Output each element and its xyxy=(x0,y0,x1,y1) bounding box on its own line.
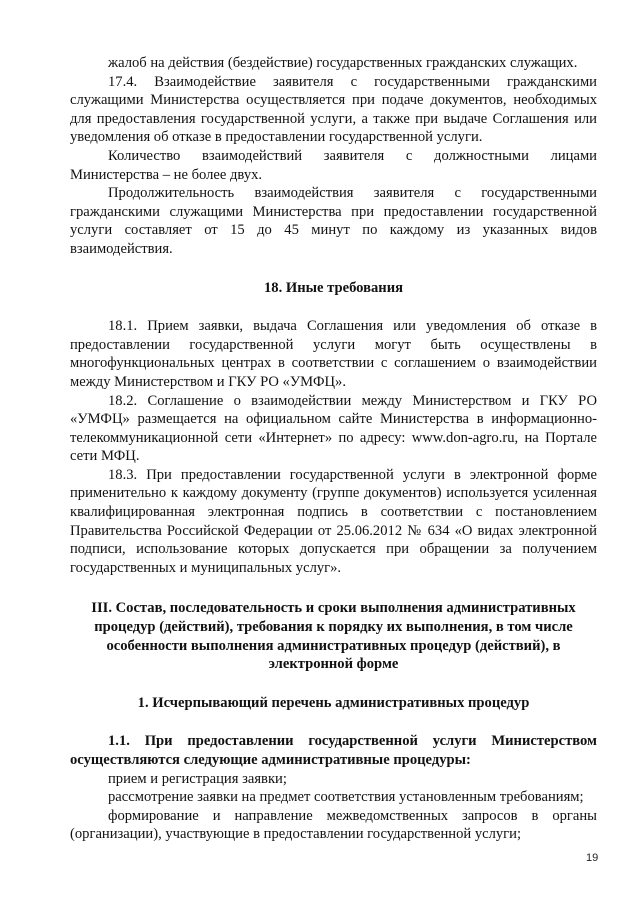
paragraph-1-1: 1.1. При предоставлении государственной услуги Министерством осуществляются следующие административные процедуры: xyxy=(70,733,597,768)
section-heading-18: 18. Иные требования xyxy=(263,279,404,296)
list-item-review: рассмотрение заявки на предмет соответствия установленным требованиям; xyxy=(108,789,584,806)
paragraph-interaction-count: Количество взаимодействий заявителя с должностными лицами Министерства – не более двух. xyxy=(70,147,597,183)
paragraph-interaction-duration: Продолжительность взаимодействия заявителя с государственными гражданскими служащими Министерства при предоставлении государственной услуги составляет от 15 до 45 минут по каждому из указанных видов взаимодействия. xyxy=(70,185,597,257)
list-item-requests: формирование и направление межведомственных запросов в органы (организации), участвующие в предоставлении государственной услуги; xyxy=(70,807,597,843)
paragraph-17-4: 17.4. Взаимодействие заявителя с государственными гражданскими служащими Министерства осуществляется при подаче документов, необходимых для предоставления государственной услуги, а также при выдаче Соглашения или уведомления об отказе в предоставлении государственной услуги. xyxy=(70,73,597,146)
document-page xyxy=(70,54,597,844)
page-number: 19 xyxy=(586,852,599,864)
paragraph-continuation: жалоб на действия (бездействие) государственных гражданских служащих. xyxy=(108,55,578,71)
section-heading-1: 1. Исчерпывающий перечень административных процедур xyxy=(137,694,530,711)
paragraph-18-2: 18.2. Соглашение о взаимодействии между Министерством и ГКУ РО «УМФЦ» размещается на официальном сайте Министерства в информационно-телекоммуникационной сети «Интернет» по адресу: www.don-agro.ru, на Портале сети МФЦ. xyxy=(70,392,597,465)
paragraph-18-1: 18.1. Прием заявки, выдача Соглашения или уведомления об отказе в предоставлении государственной услуги могут быть осуществлены в многофункциональных центрах в соответствии с соглашением о взаимодействии между Министерством и ГКУ РО «УМФЦ». xyxy=(70,318,597,390)
list-item-reception: прием и регистрация заявки; xyxy=(108,770,287,787)
section-heading-III: III. Состав, последовательность и сроки выполнения административных процедур (действий), требования к порядку их выполнения, в том числе особенности выполнения административных процедур (действий), в электронной форме xyxy=(91,600,576,673)
paragraph-18-3: 18.3. При предоставлении государственной услуги в электронной форме применительно к каждому документу (группе документов) используется усиленная квалифицированная электронная подпись в соответствии с постановлением Правительства Российской Федерации от 25.06.2012 № 634 «О видах электронной подписи, использование которых допускается при обращении за получением государственных и муниципальных услуг». xyxy=(70,466,597,576)
